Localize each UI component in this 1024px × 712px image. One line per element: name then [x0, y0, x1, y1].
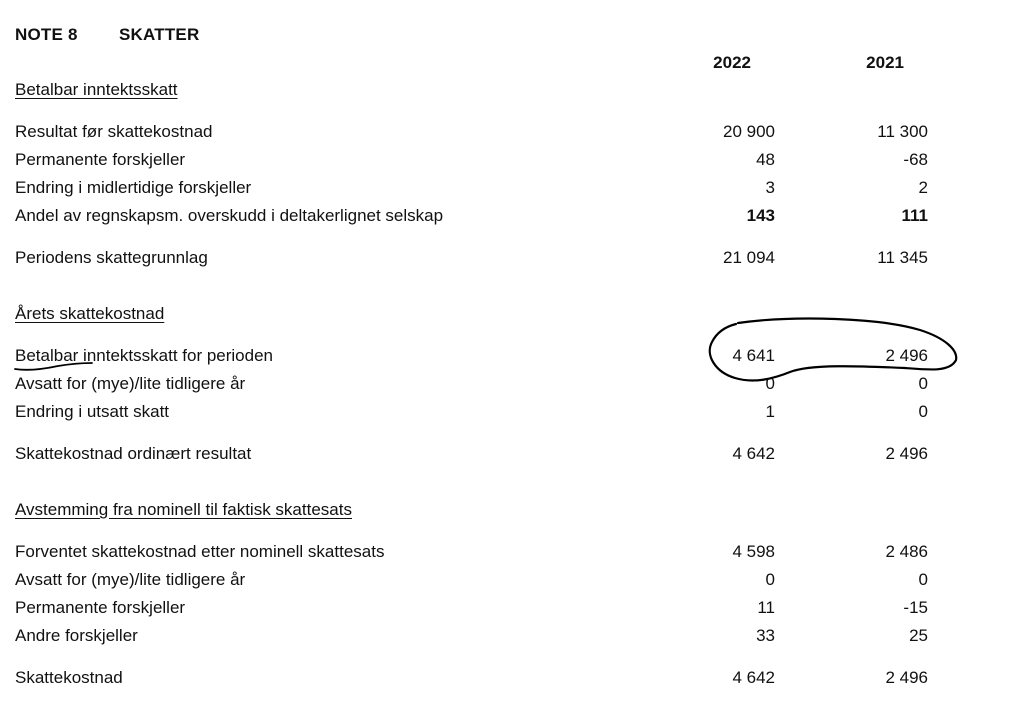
- value-2021: 11 345: [877, 248, 928, 267]
- note-number: NOTE 8: [15, 25, 78, 44]
- value-2022: 21 094: [723, 248, 775, 267]
- row-label: Avsatt for (mye)/lite tidligere år: [15, 374, 246, 393]
- value-2021: 25: [909, 626, 928, 645]
- value-2021: -15: [903, 598, 928, 617]
- total-row: [15, 247, 1015, 269]
- table-row: [15, 569, 1015, 591]
- value-2021: 111: [901, 206, 928, 225]
- value-2022: 20 900: [723, 122, 775, 141]
- table-row: [15, 373, 1015, 395]
- value-2022: 48: [756, 150, 775, 169]
- row-label: Resultat før skattekostnad: [15, 122, 213, 141]
- column-header-2022: 2022: [713, 53, 751, 72]
- row-label: Permanente forskjeller: [15, 598, 186, 617]
- value-2022: 11: [757, 598, 775, 617]
- table-row: [15, 121, 1015, 143]
- table-row: [15, 345, 1015, 367]
- value-2021: -68: [903, 150, 928, 169]
- row-label: Andel av regnskapsm. overskudd i deltakerlignet selskap: [15, 206, 444, 225]
- total-row: [15, 443, 1015, 465]
- section-title-betalbar-inntektsskatt: Betalbar inntektsskatt: [15, 80, 178, 99]
- section-title-arets-skattekostnad: Årets skattekostnad: [15, 304, 165, 323]
- row-label: Skattekostnad: [15, 668, 123, 687]
- value-2022: 0: [765, 570, 775, 589]
- value-2021: 0: [918, 402, 928, 421]
- row-label: Skattekostnad ordinært resultat: [15, 444, 252, 463]
- row-label: Periodens skattegrunnlag: [15, 248, 208, 267]
- row-label-part: inntektsskatt for perioden: [78, 346, 273, 365]
- value-2021: 2: [918, 178, 928, 197]
- value-2022: 0: [765, 374, 775, 393]
- row-label: Avsatt for (mye)/lite tidligere år: [15, 570, 246, 589]
- value-2021: 2 486: [885, 542, 928, 561]
- value-2022: 4 642: [732, 668, 775, 687]
- total-row: [15, 667, 1015, 689]
- table-row: [15, 401, 1015, 423]
- value-2021: 2 496: [885, 668, 928, 687]
- value-2022: 4 598: [732, 542, 775, 561]
- value-2022: 1: [765, 402, 775, 421]
- section-title-avstemming: Avstemming fra nominell til faktisk skattesats: [15, 500, 352, 519]
- value-2021: 2 496: [885, 346, 928, 365]
- row-label: [15, 345, 273, 367]
- note-heading: [15, 25, 199, 45]
- table-row: [15, 625, 1015, 647]
- row-label-part: Betalbar: [15, 346, 79, 365]
- table-row: [15, 541, 1015, 563]
- value-2022: 4 642: [732, 444, 775, 463]
- table-row: [15, 149, 1015, 171]
- value-2022: 3: [765, 178, 775, 197]
- value-2021: 0: [918, 570, 928, 589]
- value-2021: 2 496: [885, 444, 928, 463]
- table-row: [15, 177, 1015, 199]
- table-row: [15, 205, 1015, 227]
- row-label: Endring i utsatt skatt: [15, 402, 170, 421]
- row-label: Permanente forskjeller: [15, 150, 186, 169]
- value-2021: 0: [918, 374, 928, 393]
- row-label: Forventet skattekostnad etter nominell skattesats: [15, 542, 385, 561]
- note-title: SKATTER: [119, 25, 200, 44]
- value-2022: 33: [756, 626, 775, 645]
- table-row: [15, 597, 1015, 619]
- value-2022: 4 641: [732, 346, 775, 365]
- value-2022: 143: [746, 206, 775, 225]
- column-header-2021: 2021: [866, 53, 904, 72]
- row-label: Andre forskjeller: [15, 626, 138, 645]
- value-2021: 11 300: [877, 122, 928, 141]
- row-label: Endring i midlertidige forskjeller: [15, 178, 252, 197]
